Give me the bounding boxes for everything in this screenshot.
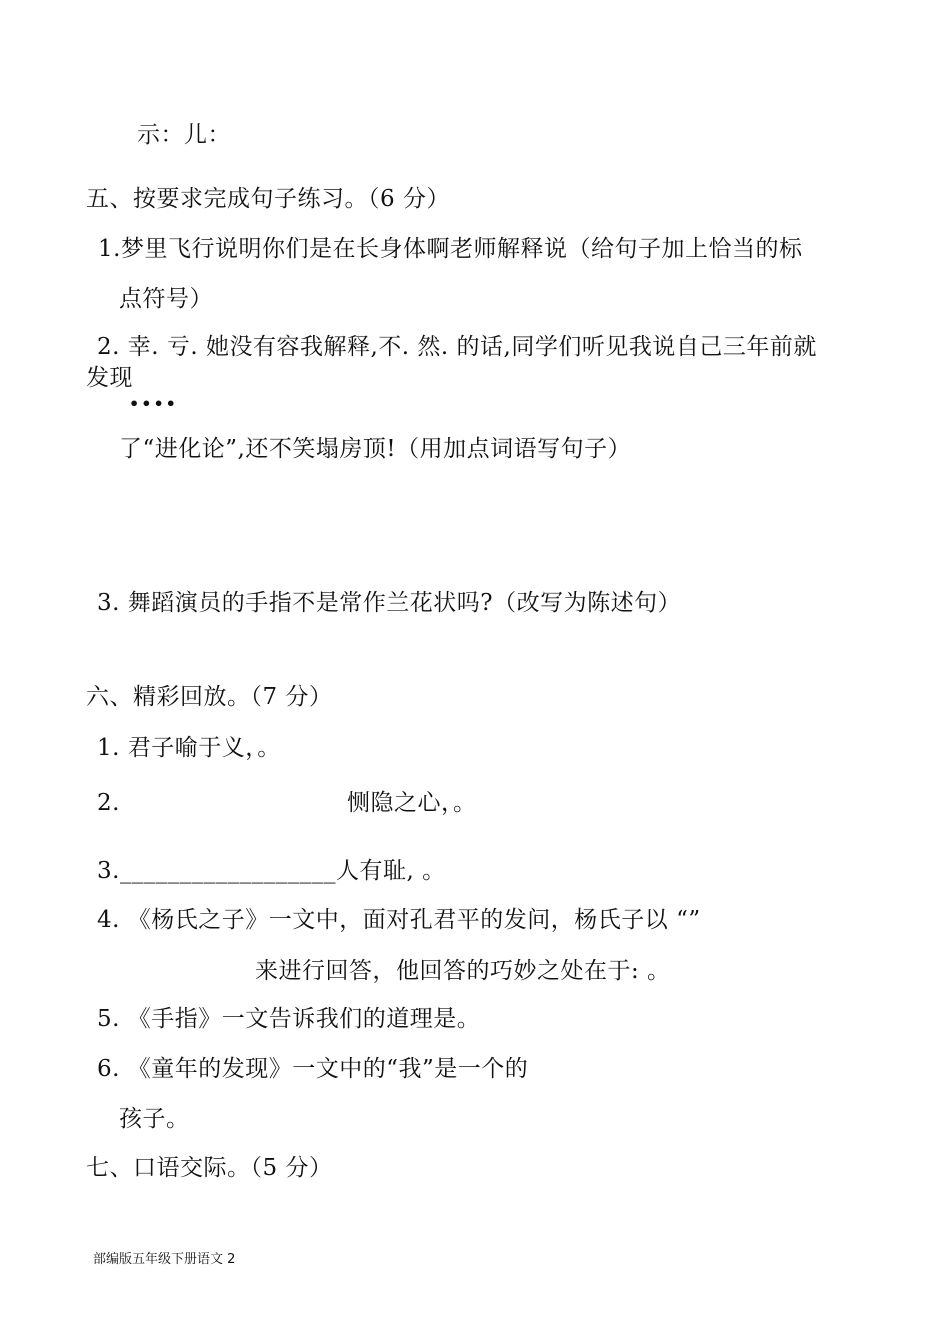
q6-4: 4. 《杨氏之子》一文中，面对孔君平的发问，杨氏子以 “” (97, 907, 701, 933)
emphasis-dots: •••• (129, 394, 178, 413)
q5-3: 3. 舞蹈演员的手指不是常作兰花状吗?（改写为陈述句） (97, 590, 682, 616)
text-line-1: 示：儿： (137, 122, 231, 148)
q6-3: 3.__________________人有耻, 。 (97, 858, 446, 884)
section-6-heading: 六、精彩回放。（7 分） (86, 684, 333, 710)
q5-2-cont2: 了“进化论”,还不笑塌房顶!（用加点词语写句子） (119, 436, 632, 462)
page-footer: 部编版五年级下册语文 2 (93, 1252, 236, 1267)
q6-1: 1. 君子喻于义，。 (97, 735, 281, 761)
q6-2: 恻隐之心，。 (347, 790, 477, 816)
section-7-heading: 七、口语交际。（5 分） (86, 1155, 333, 1181)
q5-1: 1.梦里飞行说明你们是在长身体啊老师解释说（给句子加上恰当的标 (98, 236, 803, 262)
section-5-heading: 五、按要求完成句子练习。（6 分） (86, 186, 450, 212)
q5-1-cont: 点符号） (119, 286, 213, 312)
q6-5: 5. 《手指》一文告诉我们的道理是。 (97, 1006, 481, 1032)
q6-2-number: 2. (97, 790, 120, 816)
q5-2-cont: 发现 (86, 365, 133, 391)
q6-6: 6. 《童年的发现》一文中的“我”是一个的 (97, 1056, 529, 1082)
q6-6-cont: 孩子。 (119, 1106, 190, 1132)
q6-4-cont: 来进行回答，他回答的巧妙之处在于: 。 (255, 958, 671, 984)
q5-2: 2. 幸. 亏. 她没有容我解释,不. 然. 的话,同学们听见我说自己三年前就 (97, 334, 817, 360)
